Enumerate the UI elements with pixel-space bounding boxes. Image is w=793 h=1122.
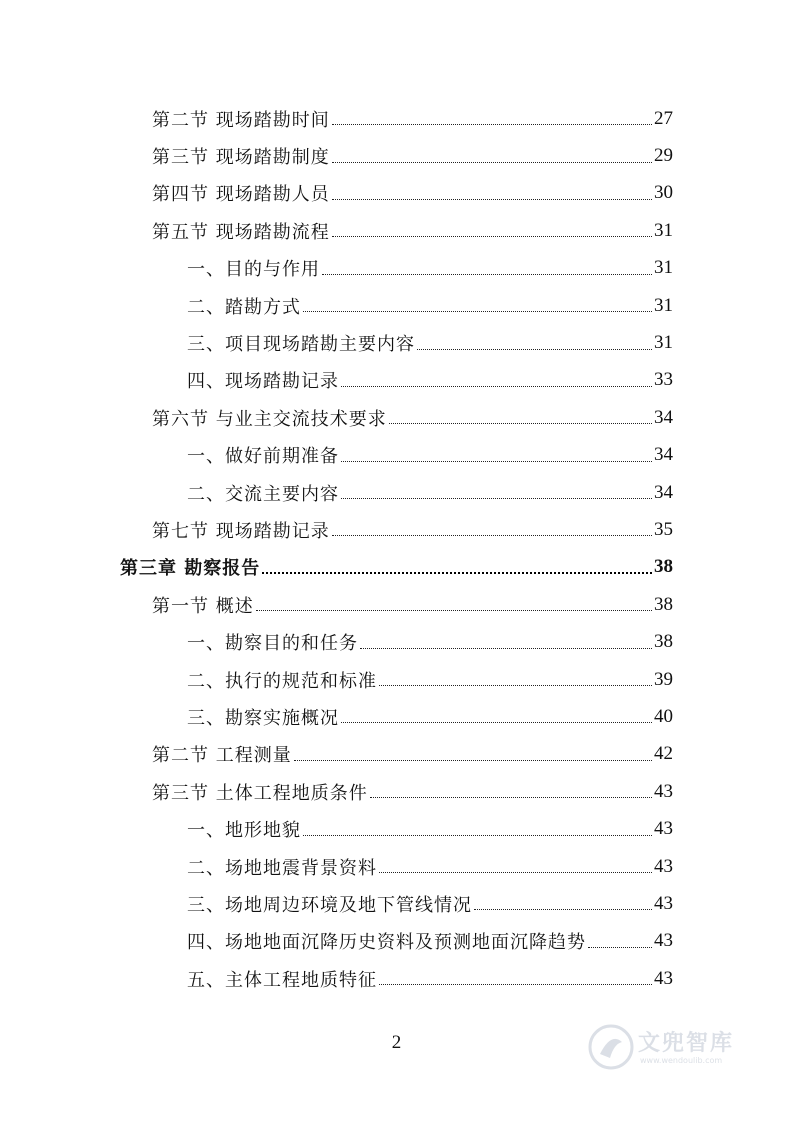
toc-entry-item[interactable]	[0, 885, 673, 922]
toc-entry-title: 二、踏勘方式	[187, 296, 301, 318]
toc-entry-section[interactable]	[0, 175, 673, 212]
toc-entry-title: 一、做好前期准备	[187, 446, 339, 468]
toc-entry-title: 三、勘察实施概况	[187, 707, 339, 729]
toc-entry-page: 31	[654, 219, 673, 241]
toc-entry-page: 43	[654, 818, 673, 840]
toc-dot-leader	[322, 274, 652, 275]
toc-entry-page: 35	[654, 518, 673, 540]
toc-entry-title: 五、主体工程地质特征	[187, 969, 377, 991]
toc-entry-item[interactable]	[0, 661, 673, 698]
toc-entry-title: 二、场地地震背景资料	[187, 857, 377, 879]
toc-entry-page: 29	[654, 145, 673, 167]
toc-entry-item[interactable]	[0, 623, 673, 660]
toc-entry-section[interactable]	[0, 137, 673, 174]
toc-entry-title: 第一节 概述	[152, 595, 254, 617]
toc-entry-page: 30	[654, 182, 673, 204]
toc-dot-leader	[379, 984, 652, 985]
toc-dot-leader	[332, 236, 652, 237]
toc-entry-section[interactable]	[0, 736, 673, 773]
toc-entry-title: 四、场地地面沉降历史资料及预测地面沉降趋势	[187, 932, 586, 954]
toc-dot-leader	[360, 648, 652, 649]
toc-dot-leader	[332, 162, 652, 163]
toc-entry-page: 43	[654, 930, 673, 952]
toc-dot-leader	[417, 349, 652, 350]
toc-entry-page: 43	[654, 855, 673, 877]
toc-entry-page: 34	[654, 481, 673, 503]
toc-entry-page: 33	[654, 369, 673, 391]
toc-entry-title: 一、勘察目的和任务	[187, 633, 358, 655]
toc-entry-item[interactable]	[0, 923, 673, 960]
toc-entry-item[interactable]	[0, 324, 673, 361]
toc-entry-page: 38	[654, 593, 673, 615]
toc-entry-title: 三、场地周边环境及地下管线情况	[187, 894, 472, 916]
toc-dot-leader	[303, 311, 652, 312]
toc-entry-title: 二、交流主要内容	[187, 483, 339, 505]
toc-entry-title: 第四节 现场踏勘人员	[152, 184, 330, 206]
toc-entry-title: 第七节 现场踏勘记录	[152, 520, 330, 542]
toc-entry-page: 38	[654, 556, 673, 578]
toc-entry-title: 第三章 勘察报告	[120, 558, 261, 580]
toc-entry-title: 二、执行的规范和标准	[187, 670, 377, 692]
toc-entry-item[interactable]	[0, 437, 673, 474]
toc-dot-leader	[341, 461, 652, 462]
page-number: 2	[391, 1032, 402, 1053]
toc-entry-item[interactable]	[0, 362, 673, 399]
toc-entry-title: 一、地形地貌	[187, 820, 301, 842]
toc-dot-leader	[389, 423, 652, 424]
toc-entry-item[interactable]	[0, 287, 673, 324]
toc-entry-item[interactable]	[0, 848, 673, 885]
watermark-brand: 文兜智库	[638, 1031, 735, 1056]
toc-dot-leader	[332, 535, 652, 536]
toc-dot-leader	[341, 722, 652, 723]
toc-entry-page: 43	[654, 892, 673, 914]
toc-entry-page: 27	[654, 107, 673, 129]
toc-entry-page: 31	[654, 257, 673, 279]
toc-entry-title: 一、目的与作用	[187, 259, 320, 281]
toc-entry-section[interactable]	[0, 212, 673, 249]
toc-entry-title: 四、现场踏勘记录	[187, 371, 339, 393]
toc-entry-item[interactable]	[0, 810, 673, 847]
toc-dot-leader	[379, 872, 652, 873]
toc-entry-title: 三、项目现场踏勘主要内容	[187, 334, 415, 356]
toc-entry-section[interactable]	[0, 100, 673, 137]
toc-dot-leader	[474, 909, 652, 910]
toc-entry-page: 34	[654, 406, 673, 428]
toc-entry-title: 第五节 现场踏勘流程	[152, 221, 330, 243]
watermark	[588, 1022, 758, 1078]
toc-entry-title: 第二节 现场踏勘时间	[152, 109, 330, 131]
toc-dot-leader	[341, 498, 652, 499]
toc-entry-section[interactable]	[0, 586, 673, 623]
toc-entry-page: 40	[654, 705, 673, 727]
toc-entry-section[interactable]	[0, 399, 673, 436]
toc-entry-title: 第三节 土体工程地质条件	[152, 782, 368, 804]
table-of-contents	[0, 100, 793, 997]
toc-dot-leader	[341, 386, 652, 387]
toc-entry-page: 42	[654, 743, 673, 765]
toc-dot-leader	[588, 947, 652, 948]
toc-dot-leader	[262, 572, 652, 574]
toc-entry-item[interactable]	[0, 474, 673, 511]
toc-entry-page: 38	[654, 631, 673, 653]
toc-entry-section[interactable]	[0, 773, 673, 810]
toc-entry-page: 43	[654, 967, 673, 989]
watermark-url: www.wendoulib.com	[640, 1056, 723, 1065]
toc-dot-leader	[379, 685, 652, 686]
toc-dot-leader	[303, 835, 652, 836]
toc-entry-section[interactable]	[0, 511, 673, 548]
toc-entry-page: 34	[654, 444, 673, 466]
toc-dot-leader	[256, 610, 652, 611]
toc-dot-leader	[332, 199, 652, 200]
toc-entry-page: 31	[654, 294, 673, 316]
toc-entry-page: 43	[654, 780, 673, 802]
toc-entry-item[interactable]	[0, 960, 673, 997]
toc-entry-chapter[interactable]	[0, 549, 673, 586]
toc-entry-title: 第六节 与业主交流技术要求	[152, 408, 387, 430]
toc-entry-page: 31	[654, 332, 673, 354]
toc-dot-leader	[332, 124, 652, 125]
toc-entry-item[interactable]	[0, 250, 673, 287]
toc-entry-title: 第二节 工程测量	[152, 745, 292, 767]
toc-entry-page: 39	[654, 668, 673, 690]
watermark-logo-icon	[588, 1024, 634, 1070]
toc-dot-leader	[370, 797, 652, 798]
toc-entry-title: 第三节 现场踏勘制度	[152, 147, 330, 169]
toc-entry-item[interactable]	[0, 698, 673, 735]
toc-dot-leader	[294, 760, 652, 761]
